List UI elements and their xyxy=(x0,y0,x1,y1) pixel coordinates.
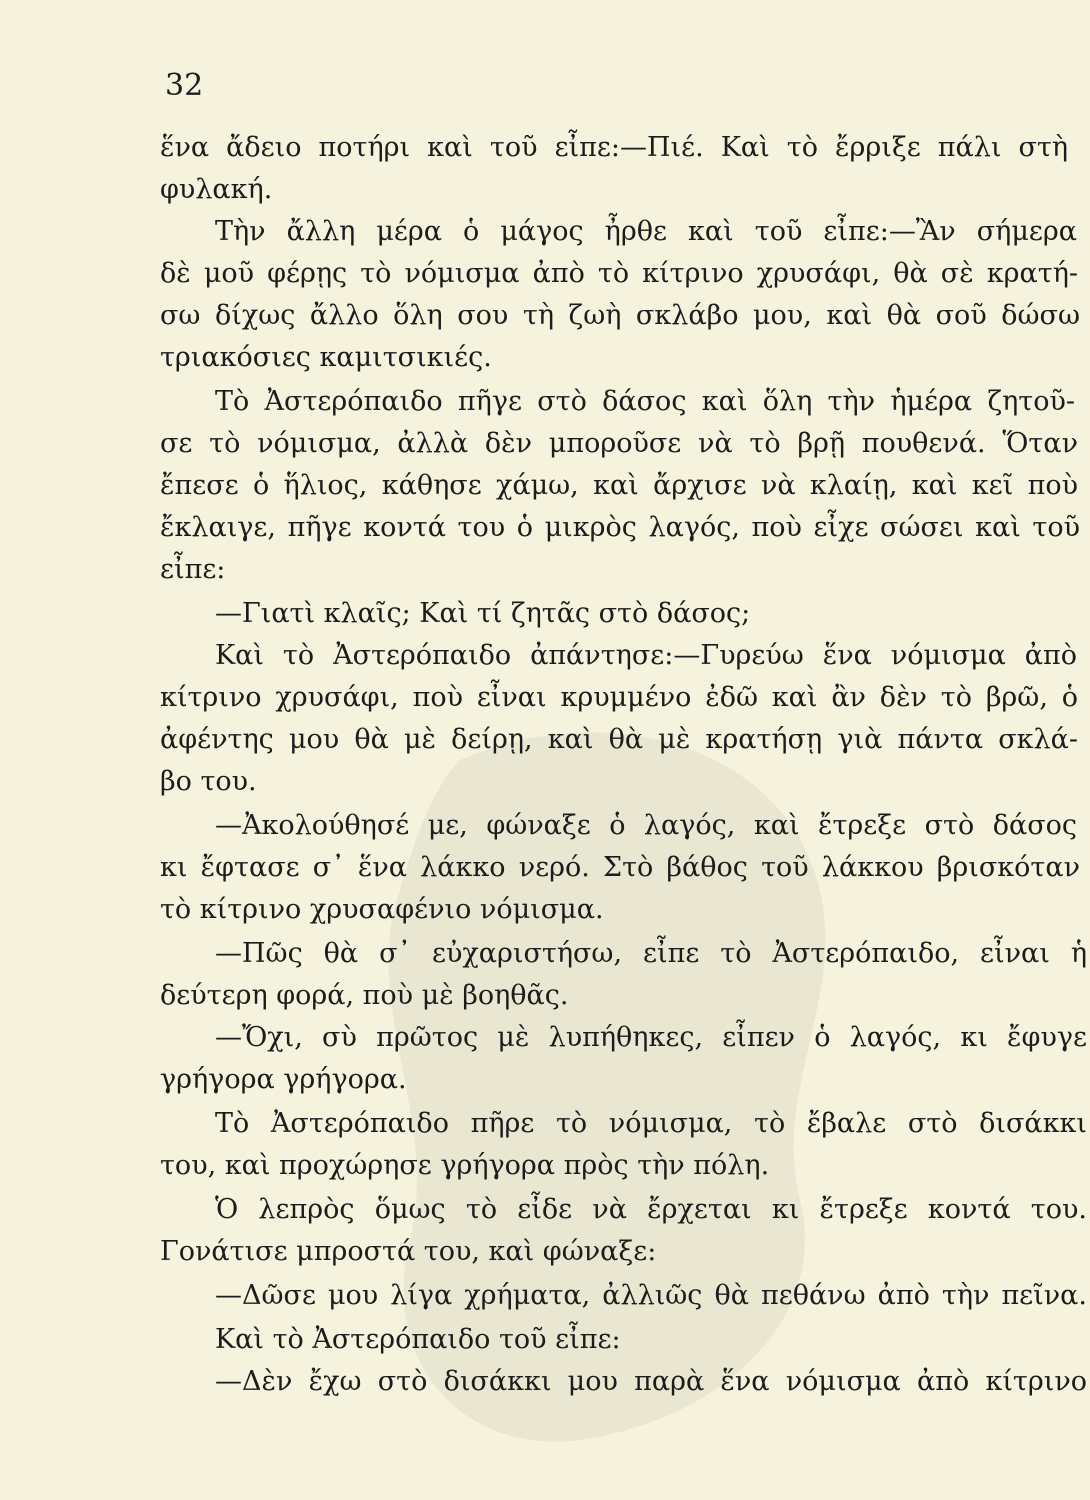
text-line: βο του. xyxy=(160,766,257,797)
text-line: τὸ κίτρινο χρυσαφένιο νόμισμα. xyxy=(160,894,604,925)
text-line: —Ὄχι, σὺ πρῶτος μὲ λυπήθηκες, εἶπεν ὁ λαγός, κι ἔφυγε xyxy=(215,1022,1087,1053)
text-line: —Γιατὶ κλαῖς; Καὶ τί ζητᾶς στὸ δάσος; xyxy=(215,598,751,629)
text-line: Τὴν ἄλλη μέρα ὁ μάγος ἦρθε καὶ τοῦ εἶπε:—Ἂν σήμερα xyxy=(215,216,1077,247)
text-line: κίτρινο χρυσάφι, ποὺ εἶναι κρυμμένο ἐδῶ καὶ ἂν δὲν τὸ βρῶ, ὁ xyxy=(160,682,1078,713)
text-line: —Δὲν ἔχω στὸ δισάκκι μου παρὰ ἕνα νόμισμα ἀπὸ κίτρινο xyxy=(215,1366,1087,1397)
text-line: —Δῶσε μου λίγα χρήματα, ἀλλιῶς θὰ πεθάνω ἀπὸ τὴν πεῖνα. xyxy=(215,1280,1087,1311)
text-line: εἶπε: xyxy=(160,554,226,585)
text-line: ἀφέντης μου θὰ μὲ δείρῃ, καὶ θὰ μὲ κρατήσῃ γιὰ πάντα σκλά- xyxy=(160,724,1078,755)
text-line: Ὁ λεπρὸς ὅμως τὸ εἶδε νὰ ἔρχεται κι ἔτρεξε κοντά του. xyxy=(215,1194,1087,1225)
text-line: Τὸ Ἀστερόπαιδο πῆρε τὸ νόμισμα, τὸ ἔβαλε στὸ δισάκκι xyxy=(215,1108,1087,1139)
text-line: φυλακή. xyxy=(160,174,273,205)
text-line: ἕνα ἄδειο ποτήρι καὶ τοῦ εἶπε:—Πιέ. Καὶ τὸ ἔρριξε πάλι στὴ xyxy=(160,132,1068,163)
text-line: γρήγορα γρήγορα. xyxy=(160,1064,407,1095)
text-line: τριακόσιες καμιτσικιές. xyxy=(160,342,492,373)
text-line: δὲ μοῦ φέρῃς τὸ νόμισμα ἀπὸ τὸ κίτρινο χρυσάφι, θὰ σὲ κρατή- xyxy=(160,258,1078,289)
text-line: του, καὶ προχώρησε γρήγορα πρὸς τὴν πόλη. xyxy=(160,1150,770,1181)
text-line: ἔκλαιγε, πῆγε κοντά του ὁ μικρὸς λαγός, ποὺ εἶχε σώσει καὶ τοῦ xyxy=(160,512,1080,543)
text-line: Τὸ Ἀστερόπαιδο πῆγε στὸ δάσος καὶ ὅλη τὴν ἡμέρα ζητοῦ- xyxy=(215,386,1075,417)
text-line: —Ἀκολούθησέ με, φώναξε ὁ λαγός, καὶ ἔτρεξε στὸ δάσος xyxy=(215,810,1077,841)
text-line: σω δίχως ἄλλο ὅλη σου τὴ ζωὴ σκλάβο μου, καὶ θὰ σοῦ δώσω xyxy=(160,300,1080,331)
text-line: —Πῶς θὰ σ᾿ εὐχαριστήσω, εἶπε τὸ Ἀστερόπαιδο, εἶναι ἡ xyxy=(215,938,1087,969)
text-line: Γονάτισε μπροστά του, καὶ φώναξε: xyxy=(160,1236,657,1267)
text-line: δεύτερη φορά, ποὺ μὲ βοηθᾶς. xyxy=(160,980,569,1011)
page-number: 32 xyxy=(165,68,204,103)
text-line: ἔπεσε ὁ ἥλιος, κάθησε χάμω, καὶ ἄρχισε νὰ κλαίῃ, καὶ κεῖ ποὺ xyxy=(160,470,1078,501)
text-line: κι ἔφτασε σ᾿ ἕνα λάκκο νερό. Στὸ βάθος τοῦ λάκκου βρισκόταν xyxy=(160,852,1080,883)
text-line: σε τὸ νόμισμα, ἀλλὰ δὲν μποροῦσε νὰ τὸ βρῇ πουθενά. Ὅταν xyxy=(160,428,1078,459)
text-line: Καὶ τὸ Ἀστερόπαιδο τοῦ εἶπε: xyxy=(215,1324,621,1355)
text-line: Καὶ τὸ Ἀστερόπαιδο ἀπάντησε:—Γυρεύω ἕνα νόμισμα ἀπὸ xyxy=(215,640,1077,671)
